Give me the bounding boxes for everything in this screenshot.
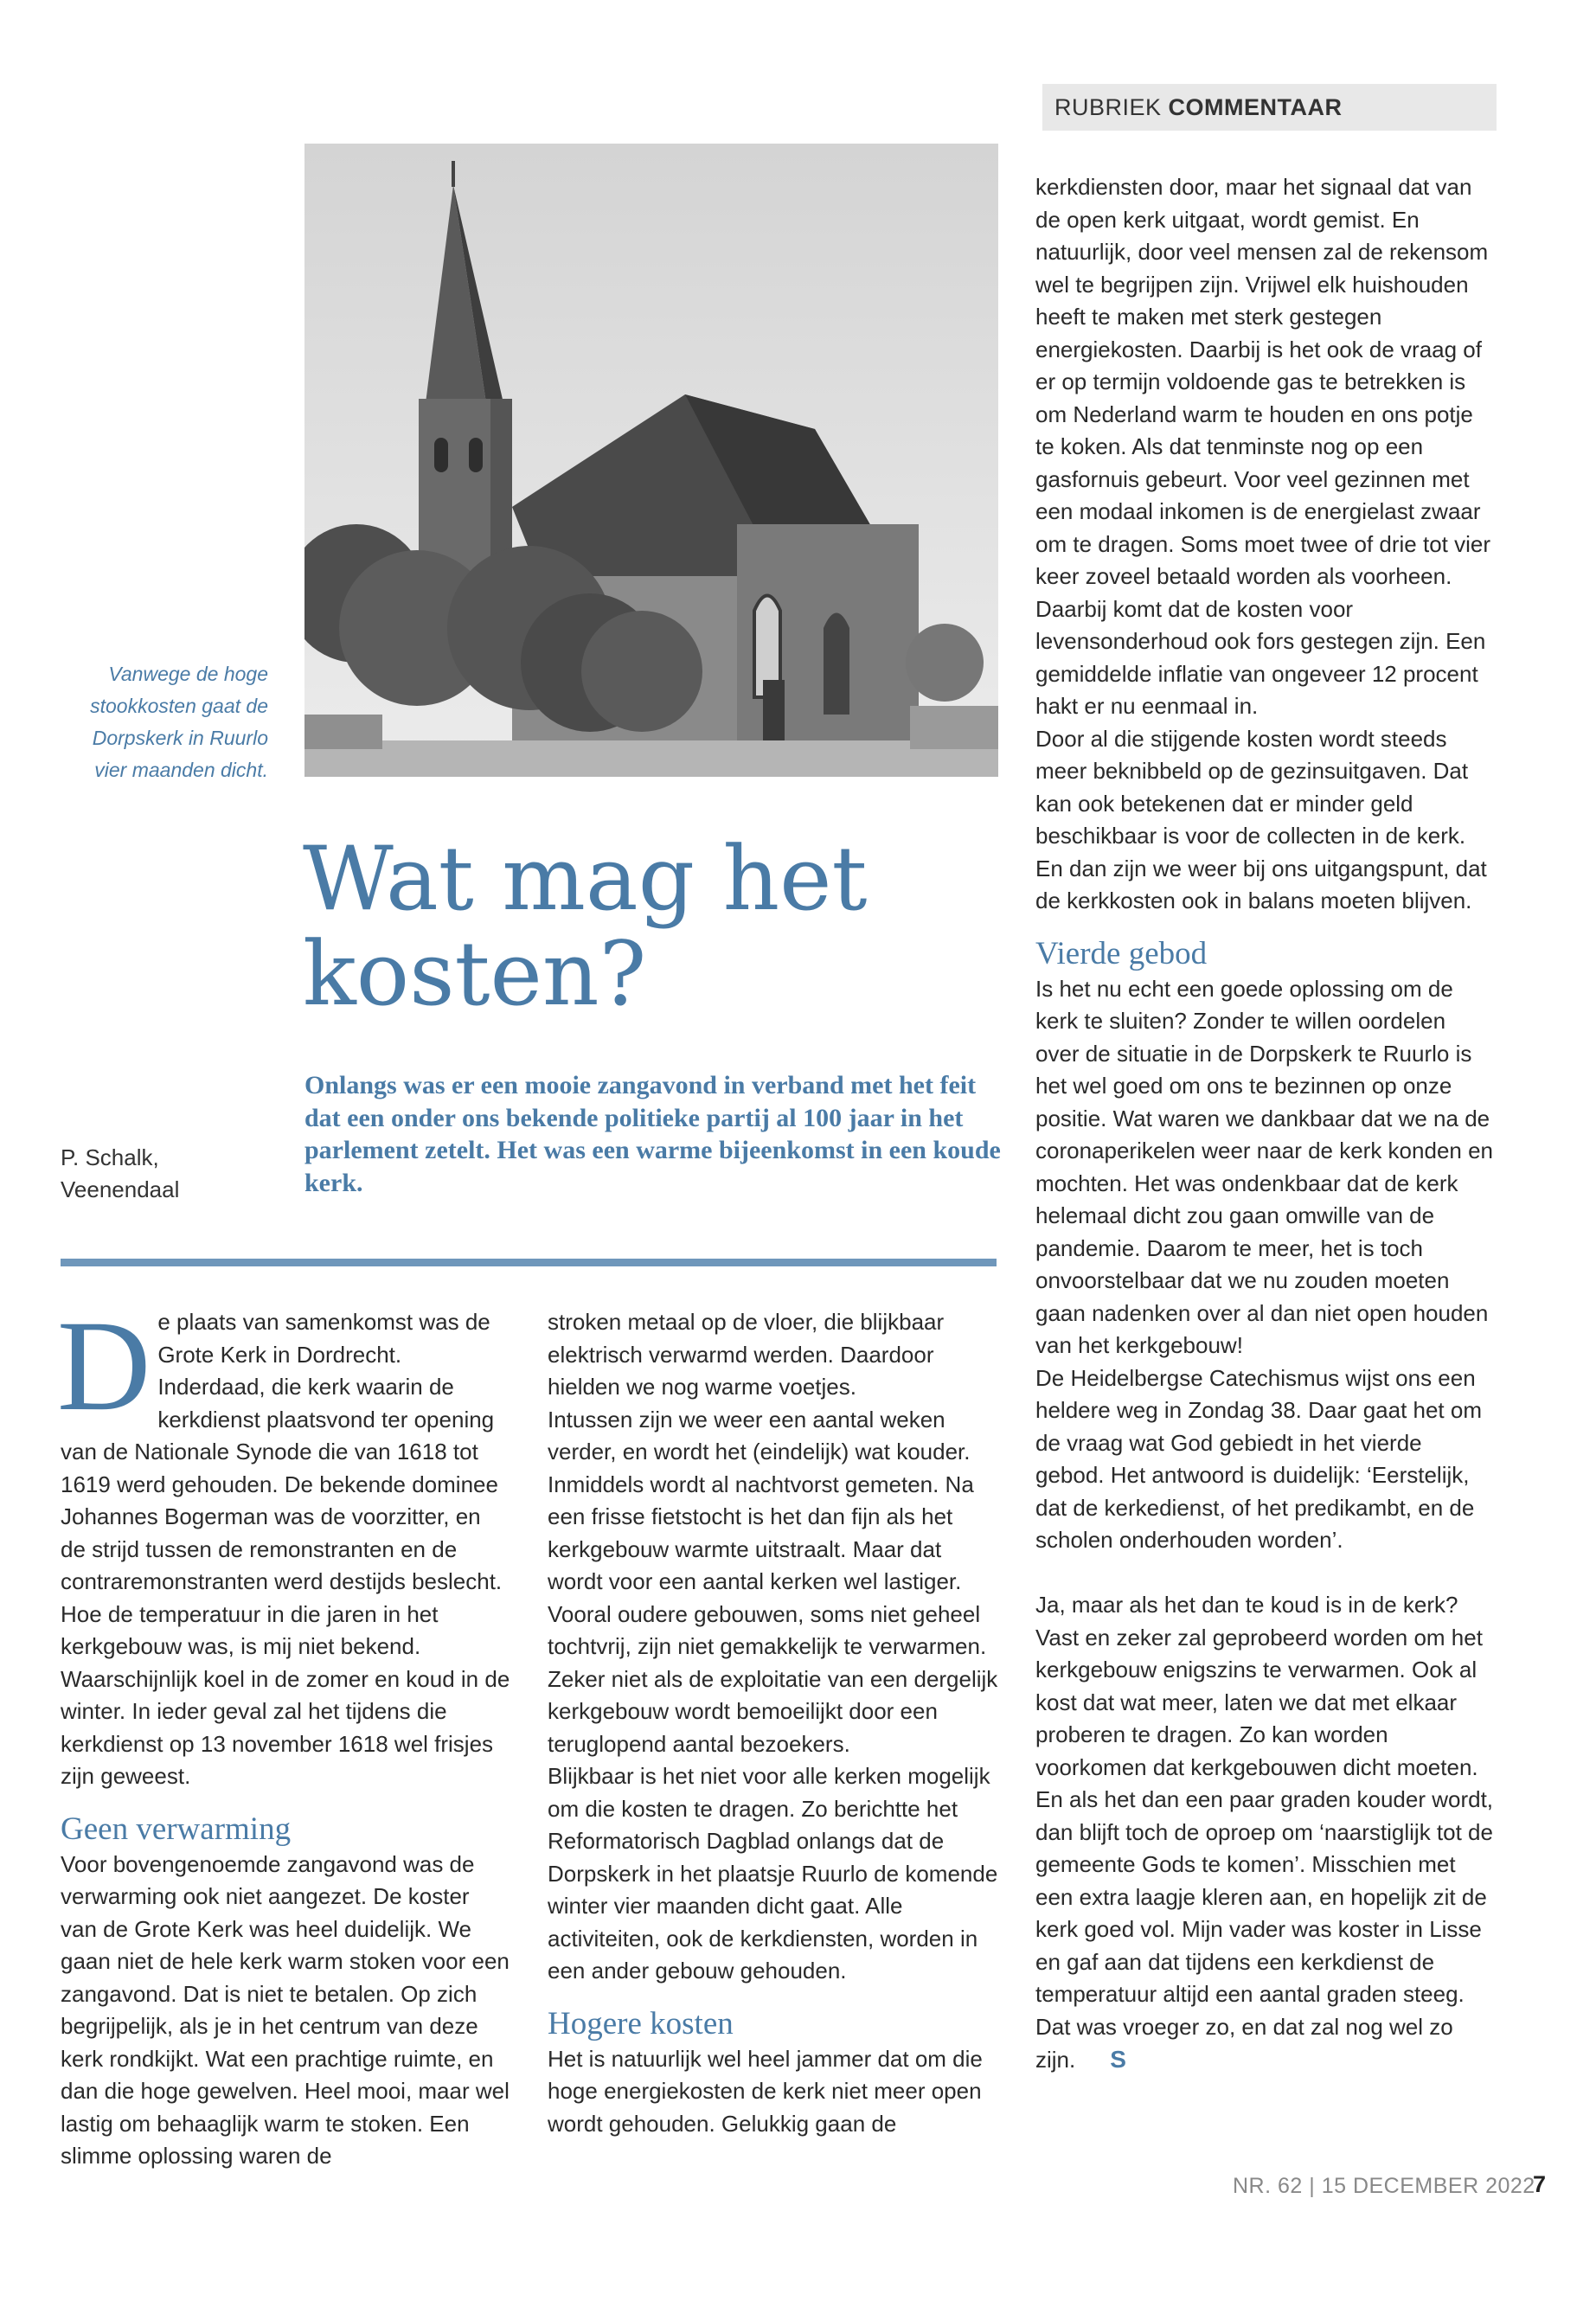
- paragraph: Voor bovengenoemde zangavond was de verwarming ook niet aangezet. De koster van de Grote Kerk was heel duidelijk. We gaan niet de hele kerk warm stoken voor een zangavond. Dat is niet te betalen. Op zich begrijpelijk, als je in het centrum van deze kerk rondkijkt. Wat een prachtige ruimte, en dan die hoge gewelven. Heel mooi, maar wel lastig om behaaglijk warm te stoken. Een slimme oplossing waren de: [61, 1850, 510, 2169]
- drop-cap: D: [57, 1294, 151, 1438]
- subheading-hogere-kosten: Hogere kosten: [548, 2005, 734, 2041]
- paragraph: Intussen zijn we weer een aantal weken verder, en wordt het (eindelijk) wat kouder. Inmiddels wordt al nachtvorst gemeten. Na een frisse fietstocht is het dan fijn als het kerkgebouw warmte uitstraalt. Maar dat wordt voor een aantal kerken wel lastiger. Vooral oudere gebouwen, soms niet geheel tochtvrij, zijn niet gemakkelijk te verwarmen. Zeker niet als de exploitatie van een dergelijk kerkgebouw wordt bemoeilijkt door een teruglopend aantal bezoekers.: [548, 1406, 998, 1757]
- intro-lead: Onlangs was er een mooie zangavond in verband met het feit dat een onder ons bekende politieke partij al 100 jaar in het parlement zetelt. Het was een warme bijeenkomst in een koude kerk.: [304, 1071, 1001, 1197]
- author-place: Veenendaal: [61, 1176, 180, 1202]
- subheading-vierde-gebod: Vierde gebod: [1035, 935, 1208, 971]
- paragraph: Is het nu echt een goede oplossing om de kerk te sluiten? Zonder te willen oordelen over de situatie in de Dorpskerk te Ruurlo is het wel goed om ons te bezinnen op onze positie. Wat waren we dankbaar dat we na de coronaperikelen weer naar de kerk konden en mochten. Het was ondenkbaar dat de kerk helemaal dicht zou gaan omwille van de pandemie. Daarom te meer, het is toch onvoorstelbaar dat we nu zouden moeten gaan nadenken over al dan niet open houden van het kerkgebouw!: [1035, 975, 1494, 1358]
- article-column-2: [548, 1306, 1002, 2140]
- church-photo: [304, 144, 998, 777]
- paragraph-text: e plaats van samenkomst was de Grote Kerk in Dordrecht. Inderdaad, die kerk waarin de kerkdienst plaatsvond ter opening van de Nationale Synode die van 1618 tot 1619 werd gehouden. De bekende dominee Johannes Bogerman was de voorzitter, en de strijd tussen de remonstranten en de contraremonstranten werd destijds beslecht. Hoe de temperatuur in die jaren in het kerkgebouw was, is mij niet bekend. Waarschijnlijk koel in de zomer en koud in de winter. In ieder geval zal het tijdens die kerkdienst op 13 november 1618 wel frisjes zijn geweest.: [61, 1309, 510, 1789]
- paragraph: Door al die stijgende kosten wordt steeds meer beknibbeld op de gezinsuitgaven. Dat kan ook betekenen dat er minder geld beschikbaar is voor de collecten in de kerk. En dan zijn we weer bij ons uitgangspunt, dat de kerkkosten ook in balans moeten blijven.: [1035, 725, 1487, 913]
- paragraph: [1035, 1589, 1494, 2077]
- paragraph: Het is natuurlijk wel heel jammer dat om die hoge energiekosten de kerk niet meer open wordt gehouden. Gelukkig gaan de: [548, 2045, 983, 2137]
- article-column-1: [57, 1294, 510, 2173]
- article-column-3: [1035, 171, 1494, 2077]
- page-number: 7: [1533, 2171, 1547, 2197]
- paragraph: De Heidelbergse Catechismus wijst ons een heldere weg in Zondag 38. Daar gaat het om de vraag wat God gebiedt in het vierde gebod. Het antwoord is duidelijk: ‘Eerstelijk, dat de kerkedienst, of het predikambt, en de scholen onderhouden worden’.: [1035, 1364, 1483, 1553]
- headline: Wat mag het kosten?: [303, 828, 868, 1026]
- author-name: P. Schalk,: [61, 1144, 159, 1170]
- end-mark-icon: S: [1110, 2046, 1126, 2073]
- photo-caption: Vanwege de hoge stookkosten gaat de Dorpskerk in Ruurlo vier maanden dicht.: [90, 663, 268, 781]
- paragraph-gap: [1035, 1557, 1494, 1590]
- author-byline: [61, 1142, 179, 1206]
- issue-info: NR. 62 | 15 DECEMBER 2022: [1233, 2174, 1535, 2198]
- divider-rule: [61, 1259, 997, 1266]
- church-illustration: [304, 144, 998, 777]
- paragraph: kerkdiensten door, maar het signaal dat van de open kerk uitgaat, wordt gemist. En natuurlijk, door veel mensen zal de rekensom wel te begrijpen zijn. Vrijwel elk huishouden heeft te maken met sterk gestegen energiekosten. Daarbij is het ook de vraag of er op termijn voldoende gas te betrekken is om Nederland warm te houden en ons potje te koken. Als dat tenminste nog op een gasfornuis gebeurt. Voor veel gezinnen met een modaal inkomen is de energielast zwaar om te dragen. Soms moet twee of drie tot vier keer zoveel betaald worden als voorheen. Daarbij komt dat de kosten voor levensonderhoud ook fors gestegen zijn. Een gemiddelde inflatie van ongeveer 12 procent hakt er nu eenmaal in.: [1035, 174, 1491, 719]
- subheading-geen-verwarming: Geen verwarming: [61, 1811, 292, 1847]
- section-label: [1042, 84, 1497, 131]
- section-title: COMMENTAAR: [1168, 94, 1343, 120]
- paragraph-text: Ja, maar als het dan te koud is in de kerk? Vast en zeker zal geprobeerd worden om het kerkgebouw enigszins te verwarmen. Ook al kost dat wat meer, laten we dat met elkaar proberen te dragen. Zo kan worden voorkomen dat kerkgebouwen dicht moeten. En als het dan een paar graden kouder wordt, dan blijft toch de oproep om ‘naarstiglijk tot de gemeente Gods te komen’. Misschien met een extra laagje kleren aan, en hopelijk zit de kerk goed vol. Mijn vader was koster in Lisse en gaf aan dat tijdens een kerkdienst de temperatuur altijd een aantal graden steeg. Dat was vroeger zo, en dat zal nog wel zo zijn.: [1035, 1592, 1494, 2073]
- paragraph: stroken metaal op de vloer, die blijkbaar elektrisch verwarmd werden. Daardoor hielden we nog warme voetjes.: [548, 1309, 945, 1400]
- section-prefix: RUBRIEK: [1054, 94, 1162, 120]
- paragraph: [57, 1294, 510, 1793]
- paragraph: Blijkbaar is het niet voor alle kerken mogelijk om die kosten te dragen. Zo berichtte het Reformatorisch Dagblad onlangs dat de Dorpskerk in het plaatsje Ruurlo de komende winter vier maanden dicht gaat. Alle activiteiten, ook de kerkdiensten, worden in een ander gebouw gehouden.: [548, 1763, 998, 1984]
